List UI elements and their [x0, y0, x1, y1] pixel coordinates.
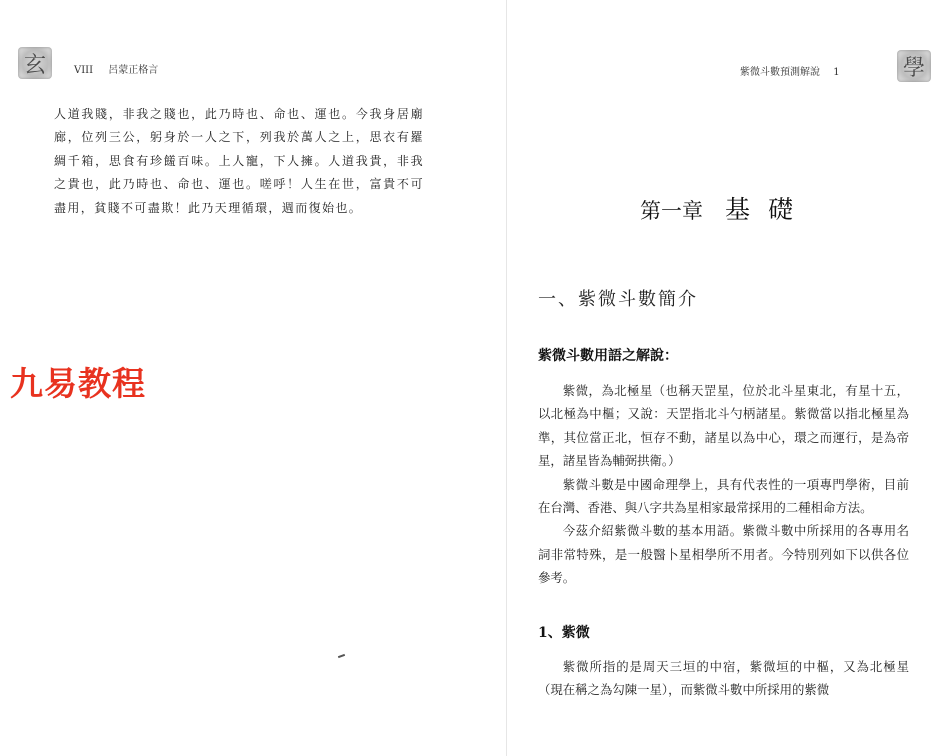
- left-running-head: [74, 61, 158, 76]
- subsection-title: 紫微斗數用語之解說：: [538, 348, 678, 364]
- section-title: 一、紫微斗數簡介: [538, 289, 698, 310]
- chapter-name: 基礎: [725, 195, 812, 224]
- left-running-title: 呂蒙正格言: [108, 65, 159, 76]
- chapter-label: 第一章: [640, 199, 703, 223]
- watermark-text: 九易教程: [10, 364, 146, 403]
- item-title: 1、紫微: [538, 625, 590, 641]
- left-seal-icon: [18, 47, 52, 79]
- page-gutter: [506, 0, 507, 756]
- right-running-title: 紫微斗數預測解說: [740, 67, 820, 78]
- right-running-head: [740, 63, 840, 78]
- item-paragraphs: [538, 655, 909, 702]
- left-folio: VIII: [74, 65, 94, 76]
- left-seal-char: 玄: [23, 52, 46, 78]
- body-paragraph-1: 紫微，為北極星（也稱天罡星，位於北斗星東北，有星十五，以北極為中樞；又說：天罡指北斗勺柄諸星。紫微當以指北極星為準，其位當正北，恒存不動，諸星以為中心，環之而運行，是為帝星，諸星皆為輔弼拱衛。）: [538, 383, 909, 469]
- item-paragraph: 紫微所指的是周天三垣的中宿，紫微垣的中樞，又為北極星（現在稱之為勾陳一星），而紫微斗數中所採用的紫微: [538, 659, 909, 698]
- chapter-title: [640, 190, 811, 226]
- left-paragraph: 人道我賤，非我之賤也，此乃時也、命也、運也。今我身居廟廊，位列三公，躬身於一人之下，列我於萬人之上，思衣有羅綢千箱，思食有珍饈百味。上人寵，下人擁。人道我貴，非我之貴也，此乃時也、命也、運也。嗟呼！人生在世，富貴不可盡用，貧賤不可盡欺！此乃天理循環，週而復始也。: [54, 107, 424, 215]
- right-seal-icon: [897, 50, 931, 82]
- body-paragraph-3: 今茲介紹紫微斗數的基本用語。紫微斗數中所採用的各專用名詞非常特殊，是一般醫卜星相學所不用者。今特別列如下以供各位參考。: [538, 523, 909, 586]
- body-paragraph-2: 紫微斗數是中國命理學上，具有代表性的一項專門學術，目前在台灣、香港、與八字共為星相家最常採用的二種相命方法。: [538, 476, 909, 516]
- right-folio: 1: [833, 67, 840, 78]
- body-paragraphs: [538, 379, 909, 590]
- right-seal-char: 學: [902, 55, 925, 81]
- right-page: [474, 0, 947, 756]
